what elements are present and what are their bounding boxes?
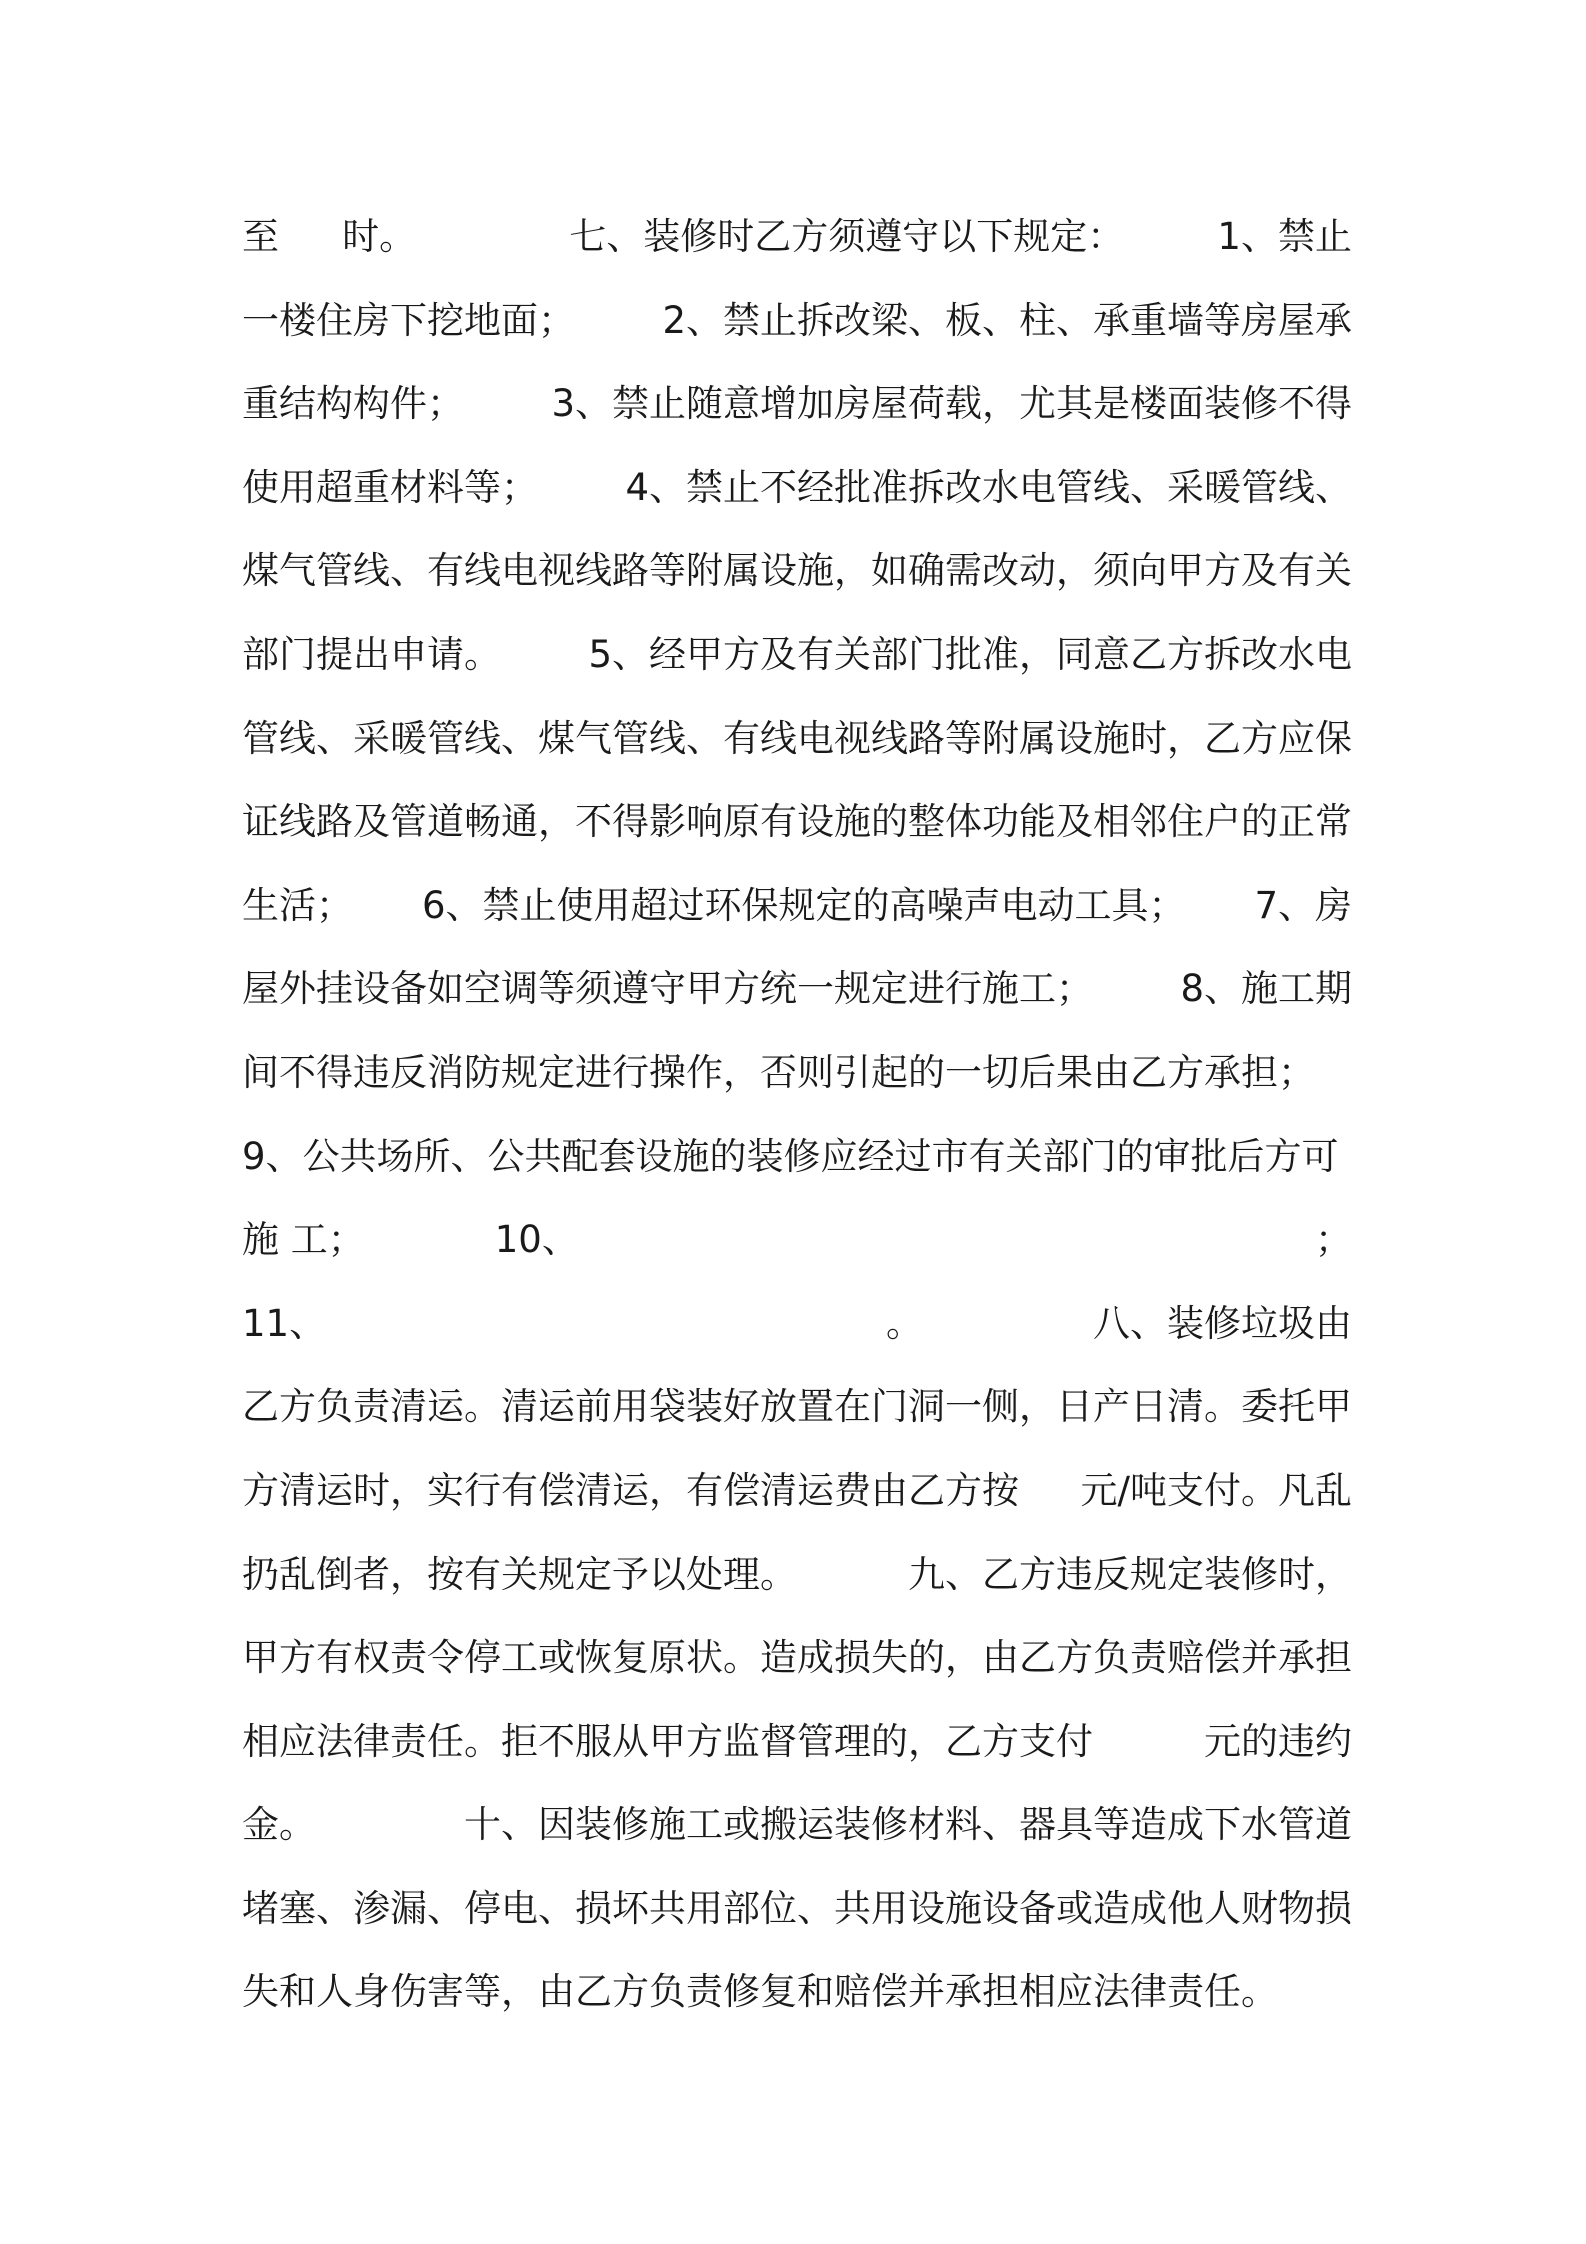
text-segment: 失和人身伤害等，由乙方负责修复和赔偿并承担相应法律责任。 — [242, 1970, 1278, 2014]
text-line — [242, 1449, 1352, 1533]
text-line — [242, 1783, 1352, 1867]
text-segment: 2、禁止拆改梁、板、柱、承重墙等房屋承 — [662, 298, 1352, 342]
text-segment: 堵塞、渗漏、停电、损坏共用部位、共用设施设备或造成他人财物损 — [242, 1886, 1352, 1930]
text-segment: 元的违约 — [1204, 1719, 1352, 1763]
text-segment: 1、禁止 — [1217, 215, 1352, 258]
text-line — [242, 1533, 1352, 1617]
text-segment: 施 工； — [242, 1218, 365, 1262]
text-segment: 3、禁止随意增加房屋荷载，尤其是楼面装修不得 — [551, 382, 1352, 426]
text-segment: 至 — [242, 215, 279, 258]
text-line — [242, 1616, 1352, 1700]
text-segment: 部门提出申请。 — [242, 632, 501, 676]
text-segment: 。 — [886, 1301, 924, 1345]
text-line — [242, 780, 1352, 864]
text-segment: 一楼住房下挖地面； — [242, 298, 575, 342]
text-segment: 管线、采暖管线、煤气管线、有线电视线路等附属设施时，乙方应保 — [242, 716, 1352, 760]
text-line — [242, 1282, 1352, 1366]
text-segment: 证线路及管道畅通，不得影响原有设施的整体功能及相邻住户的正常 — [242, 800, 1352, 844]
text-line — [242, 1950, 1352, 2034]
text-line — [242, 864, 1352, 948]
text-segment: 十、因装修施工或搬运装修材料、器具等造成下水管道 — [464, 1803, 1352, 1847]
text-segment: ； — [1315, 1218, 1352, 1262]
text-line — [242, 1365, 1352, 1449]
text-segment: 煤气管线、有线电视线路等附属设施，如确需改动，须向甲方及有关 — [242, 549, 1352, 593]
text-segment: 扔乱倒者，按有关规定予以处理。 — [242, 1552, 797, 1596]
text-line — [242, 1198, 1352, 1282]
text-segment: 金。 — [242, 1803, 316, 1847]
text-segment: 相应法律责任。拒不服从甲方监督管理的，乙方支付 — [242, 1719, 1093, 1763]
text-line — [242, 362, 1352, 446]
text-segment: 八、装修垃圾由 — [1093, 1301, 1352, 1345]
contract-body-text — [242, 195, 1352, 2034]
text-segment: 10、 — [494, 1218, 579, 1262]
text-segment: 甲方有权责令停工或恢复原状。造成损失的，由乙方负责赔偿并承担 — [242, 1636, 1352, 1680]
text-line — [242, 1700, 1352, 1784]
text-segment: 7、房 — [1254, 883, 1352, 927]
text-line — [242, 947, 1352, 1031]
text-line — [242, 279, 1352, 363]
text-segment: 间不得违反消防规定进行操作，否则引起的一切后果由乙方承担； — [242, 1050, 1315, 1094]
text-segment: 生活； — [242, 883, 353, 927]
text-line — [242, 1867, 1352, 1951]
text-segment: 11、 — [242, 1301, 327, 1345]
text-line — [242, 1115, 1352, 1199]
text-segment: 时。 — [342, 215, 417, 258]
text-segment: 使用超重材料等； — [242, 465, 538, 509]
text-segment: 屋外挂设备如空调等须遵守甲方统一规定进行施工； — [242, 967, 1093, 1011]
text-segment: 6、禁止使用超过环保规定的高噪声电动工具； — [421, 883, 1186, 927]
text-segment: 5、经甲方及有关部门批准，同意乙方拆改水电 — [588, 632, 1352, 676]
text-segment: 8、施工期 — [1180, 967, 1352, 1011]
text-line — [242, 697, 1352, 781]
text-segment: 重结构构件； — [242, 382, 464, 426]
text-line — [242, 446, 1352, 530]
text-segment: 元/吨支付。凡乱 — [1080, 1468, 1352, 1512]
text-segment: 9、公共场所、公共配套设施的装修应经过市有关部门的审批后方可 — [242, 1134, 1339, 1178]
text-line — [242, 613, 1352, 697]
text-segment: 九、乙方违反规定装修时， — [908, 1552, 1352, 1596]
text-segment: 乙方负责清运。清运前用袋装好放置在门洞一侧，日产日清。委托甲 — [242, 1385, 1352, 1429]
text-line — [242, 195, 1352, 279]
text-segment: 七、装修时乙方须遵守以下规定： — [569, 215, 1125, 258]
text-line — [242, 1031, 1352, 1115]
text-segment: 4、禁止不经批准拆改水电管线、采暖管线、 — [625, 465, 1352, 509]
text-segment: 方清运时，实行有偿清运，有偿清运费由乙方按 — [242, 1468, 1019, 1512]
text-line — [242, 529, 1352, 613]
